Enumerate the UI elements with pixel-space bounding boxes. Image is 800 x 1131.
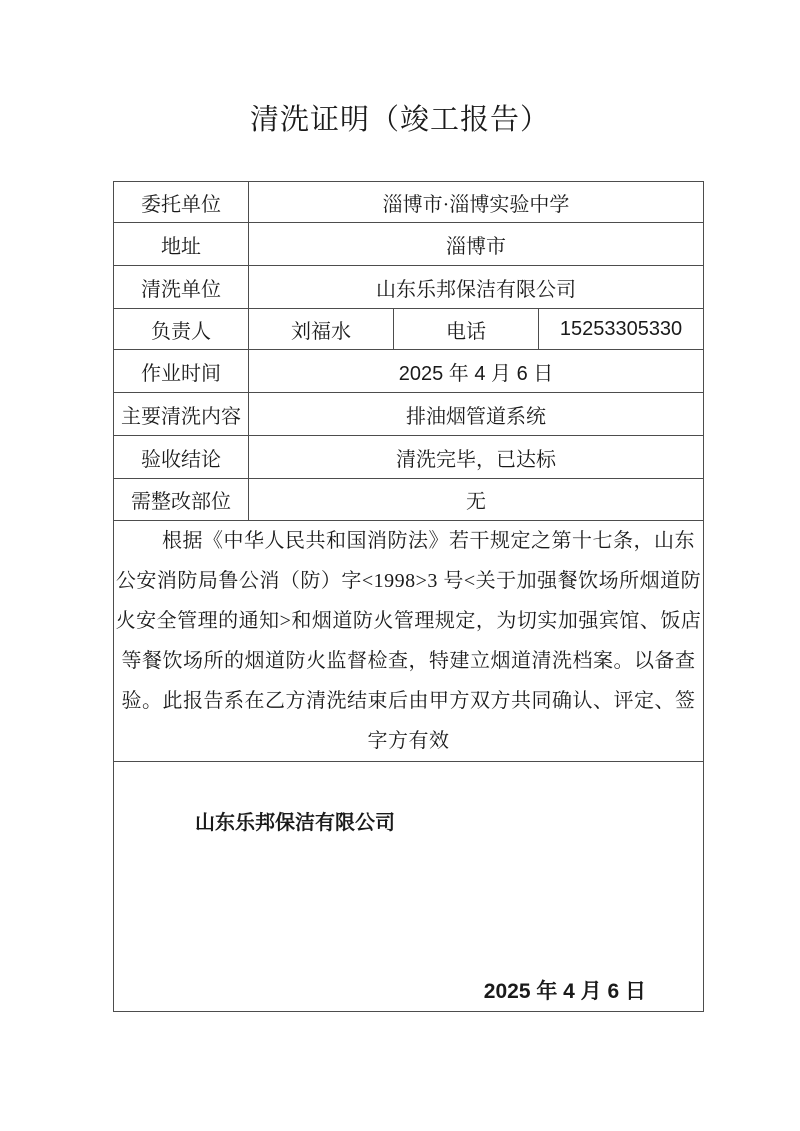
value-cleaning-unit: 山东乐邦保洁有限公司 — [249, 266, 704, 309]
page-title: 清洗证明（竣工报告） — [249, 104, 550, 136]
signature-cell — [114, 762, 704, 1012]
value-client-unit: 淄博市·淄博实验中学 — [249, 182, 704, 223]
value-phone: 15253305330 — [539, 309, 704, 350]
value-work-date: 2025 年 4 月 6 日 — [249, 350, 704, 393]
table-row-legal-basis — [114, 521, 704, 762]
table-row-signature — [114, 762, 704, 1012]
value-cleaning-content: 排油烟管道系统 — [249, 393, 704, 436]
legal-basis-paragraph: 根据《中华人民共和国消防法》若干规定之第十七条，山东公安消防局鲁公消（防）字<1998>3 号<关于加强餐饮场所烟道防火安全管理的通知>和烟道防火管理规定，为切实加强宾馆、饭店等餐饮场所的烟道防火监督检查，特建立烟道清洗档案。以备查验。此报告系在乙方清洗结束后由甲方双方共同确认、评定、签字方有效 — [115, 530, 702, 752]
table-row-address — [114, 223, 704, 266]
report-table — [113, 181, 704, 1012]
table-row-cleaning-content — [114, 393, 704, 436]
table-row-acceptance-conclusion — [114, 436, 704, 479]
label-acceptance-conclusion: 验收结论 — [114, 436, 249, 479]
table-row-work-date — [114, 350, 704, 393]
table-row-client-unit — [114, 182, 704, 223]
label-client-unit: 委托单位 — [114, 182, 249, 223]
label-phone: 电话 — [394, 309, 539, 350]
label-work-date: 作业时间 — [114, 350, 249, 393]
value-address: 淄博市 — [249, 223, 704, 266]
value-rectification-parts: 无 — [249, 479, 704, 521]
table-row-person-in-charge — [114, 309, 704, 350]
label-address: 地址 — [114, 223, 249, 266]
table-row-cleaning-unit — [114, 266, 704, 309]
label-person-in-charge: 负责人 — [114, 309, 249, 350]
label-cleaning-unit: 清洗单位 — [114, 266, 249, 309]
table-row-rectification-parts — [114, 479, 704, 521]
signature-company: 山东乐邦保洁有限公司 — [195, 812, 395, 834]
label-cleaning-content: 主要清洗内容 — [114, 393, 249, 436]
value-person-in-charge: 刘福水 — [249, 309, 394, 350]
label-rectification-parts: 需整改部位 — [114, 479, 249, 521]
legal-basis-cell — [114, 521, 704, 762]
signature-date: 2025 年 4 月 6 日 — [483, 980, 647, 1003]
value-acceptance-conclusion: 清洗完毕，已达标 — [249, 436, 704, 479]
